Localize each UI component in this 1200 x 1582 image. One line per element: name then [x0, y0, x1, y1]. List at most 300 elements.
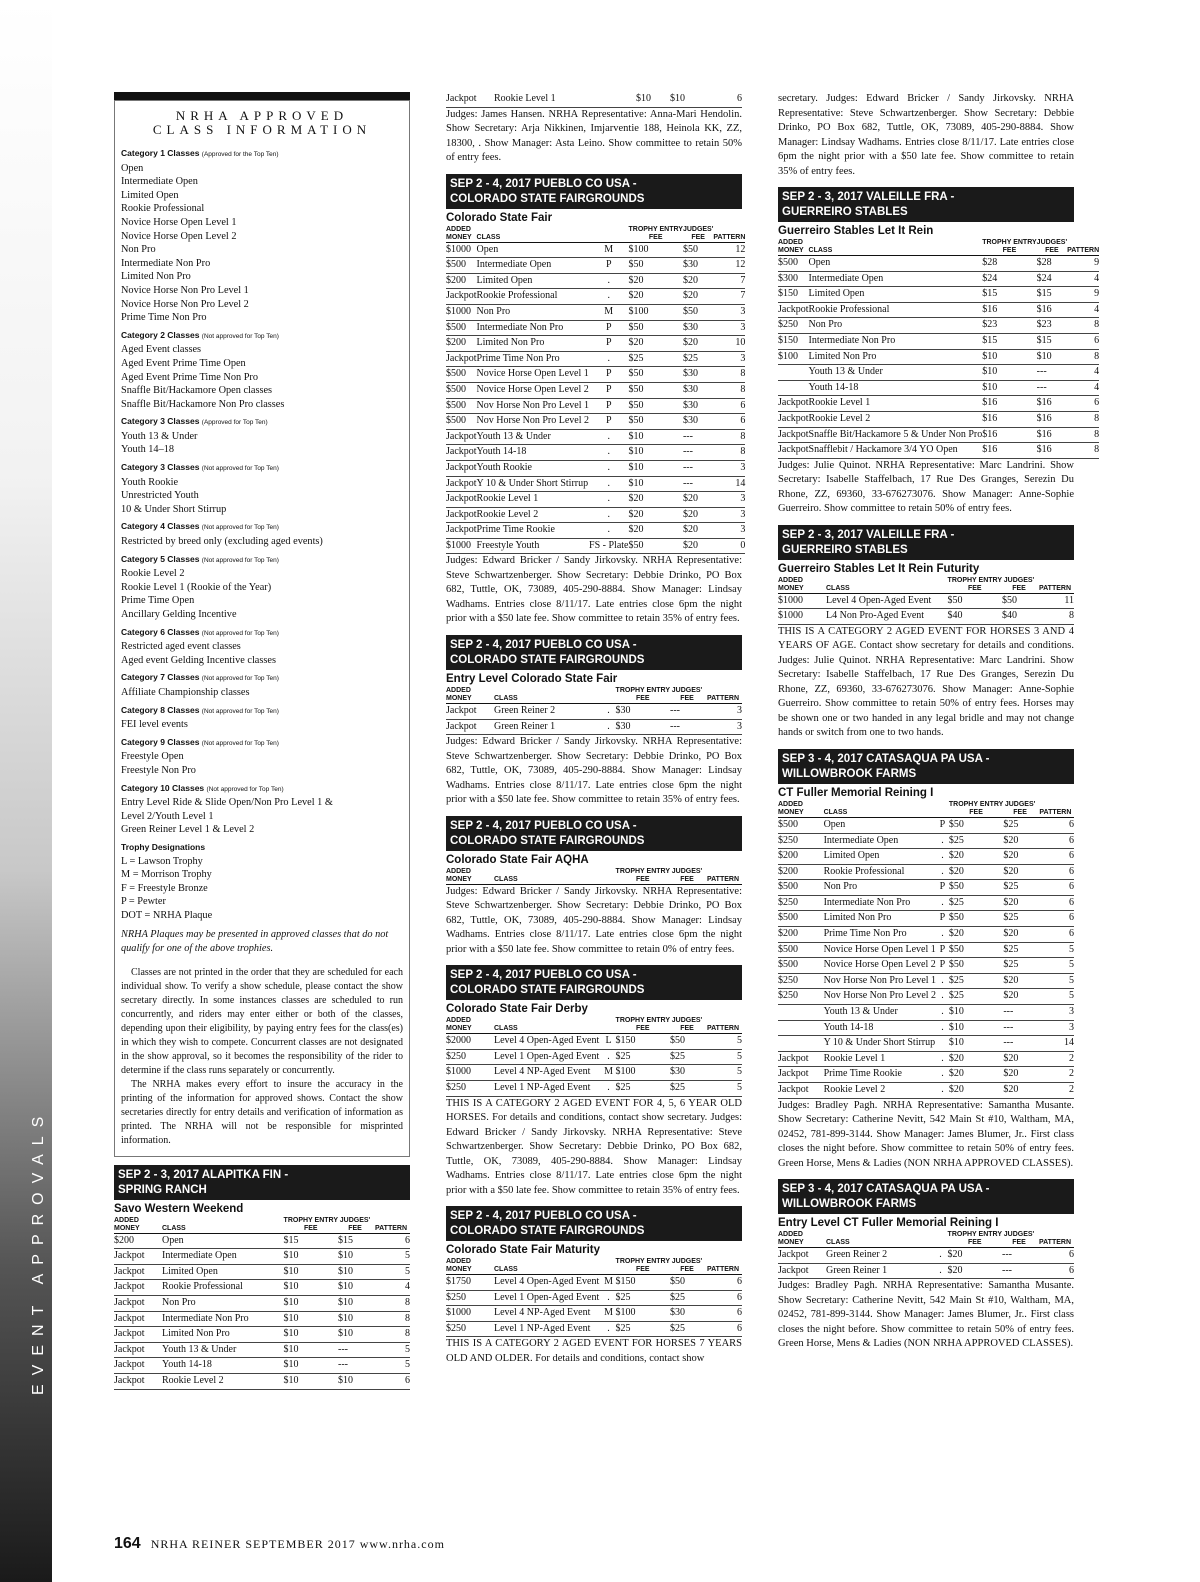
- class-row: [778, 927, 1074, 943]
- pattern: 6: [1067, 396, 1099, 412]
- pattern: 8: [372, 1327, 410, 1343]
- category-title: Category 4 Classes: [121, 521, 202, 532]
- event-notes: Judges: Julie Quinot. NRHA Representative: Marc Landrini. Show Secretary: Isabelle Staffelbach, 17 Rue Des Granges, Serezin Du Rhone, ZZ, 69360, 33-676273076. Show Manager: Anne-Sophie Guerreiro. Show committee to retain 50% of entry fees.: [778, 459, 1074, 515]
- judges-fee: $10: [338, 1374, 372, 1390]
- trophy-code: .: [589, 429, 628, 445]
- added-money: $500: [778, 942, 824, 958]
- col-judges-fee: JUDGES' FEE: [671, 867, 703, 883]
- category-item: Rookie Level 2: [121, 568, 185, 580]
- pattern: 2: [1037, 1067, 1074, 1083]
- category-title: Category 2 Classes: [121, 329, 202, 340]
- pattern: 8: [713, 382, 745, 398]
- class-row: [114, 1280, 410, 1296]
- pattern: 3: [713, 492, 745, 508]
- added-money: Jackpot: [778, 1051, 824, 1067]
- added-money: $500: [446, 398, 477, 414]
- category-heading: [121, 782, 403, 797]
- class-name: Rookie Professional: [477, 289, 589, 305]
- col-entry-fee: TROPHY ENTRY FEE: [948, 800, 1004, 816]
- class-row: [114, 1327, 410, 1343]
- class-row: [778, 302, 1099, 318]
- category-item: P = Pewter: [121, 896, 166, 908]
- judges-fee: $30: [683, 414, 713, 430]
- pattern: 5: [704, 1065, 742, 1081]
- class-row: [446, 336, 745, 352]
- judges-fee: $25: [1003, 880, 1037, 896]
- added-money: $500: [446, 320, 477, 336]
- added-money: $1000: [778, 609, 826, 625]
- category-block: [121, 553, 403, 622]
- col-money: ADDED MONEY: [446, 1017, 472, 1033]
- class-name: Non Pro: [809, 318, 983, 334]
- col-pattern: PATTERN: [374, 1224, 408, 1232]
- pattern: 6: [704, 1321, 742, 1337]
- judges-fee: $30: [683, 382, 713, 398]
- event-header: [446, 635, 742, 670]
- class-row: [778, 864, 1074, 880]
- event-header: [778, 525, 1074, 560]
- entry-fee: $25: [949, 895, 1003, 911]
- entry-fee: $20: [949, 849, 1003, 865]
- class-name: Open: [824, 817, 936, 833]
- col-entry-fee: TROPHY ENTRY FEE: [615, 1258, 670, 1274]
- class-row: [446, 367, 745, 383]
- judges-fee: $20: [1003, 864, 1037, 880]
- class-row: [778, 365, 1099, 381]
- pattern: 8: [372, 1296, 410, 1312]
- added-money: $200: [446, 273, 477, 289]
- trophy-code: [270, 1296, 284, 1312]
- class-name: Intermediate Non Pro: [477, 320, 589, 336]
- trophy-code: .: [934, 1248, 948, 1264]
- event-header: [446, 816, 742, 851]
- class-row: [778, 833, 1074, 849]
- pattern: 5: [704, 1034, 742, 1050]
- pattern: 3: [713, 460, 745, 476]
- class-table: [778, 577, 1074, 625]
- top-rule: [114, 92, 410, 100]
- category-item: Rookie Level 1 (Rookie of the Year): [121, 581, 272, 593]
- entry-fee: $16: [982, 443, 1036, 459]
- judges-fee: $25: [670, 1080, 704, 1096]
- column-2: [446, 92, 746, 1366]
- category-note: (Not approved for Top Ten): [201, 332, 279, 340]
- category-note: (Not approved for Top Ten): [201, 707, 279, 715]
- pattern: 6: [704, 1275, 742, 1291]
- judges-fee: $25: [1003, 958, 1037, 974]
- col-money: ADDED MONEY: [778, 1231, 804, 1247]
- category-item: Prime Time Open: [121, 595, 195, 607]
- pattern: 6: [1036, 1263, 1074, 1279]
- class-row: [778, 256, 1099, 272]
- class-name: Prime Time Rookie: [477, 523, 589, 539]
- event-header-line-2: WILLOWBROOK FARMS: [782, 767, 917, 780]
- trophy-code: .: [589, 445, 628, 461]
- pattern: 14: [713, 476, 745, 492]
- pattern: 3: [704, 719, 742, 735]
- class-row: [114, 1249, 410, 1265]
- entry-fee: $30: [616, 703, 670, 719]
- judges-fee: $20: [683, 492, 713, 508]
- class-row: [446, 507, 745, 523]
- category-block: [121, 461, 403, 516]
- entry-fee: $20: [628, 523, 682, 539]
- judges-fee: $20: [683, 507, 713, 523]
- trophy-code: [270, 1233, 284, 1249]
- judges-fee: ---: [1003, 1005, 1037, 1021]
- category-item: Aged Event Prime Time Open: [121, 357, 246, 369]
- class-row: [446, 703, 742, 719]
- show-name: Savo Western Weekend: [114, 1202, 244, 1215]
- event-header-line-2: SPRING RANCH: [118, 1183, 207, 1196]
- category-item: Intermediate Open: [121, 176, 198, 188]
- col-judges-fee: JUDGES' FEE: [339, 1216, 371, 1232]
- class-name: Rookie Level 1: [494, 92, 622, 107]
- trophy-code: .: [589, 476, 628, 492]
- pattern: 6: [704, 1290, 742, 1306]
- show-name: Guerreiro Stables Let It Rein Futurity: [778, 562, 980, 575]
- judges-fee: $30: [683, 367, 713, 383]
- added-money: $150: [778, 287, 809, 303]
- event-notes: Judges: James Hansen. NRHA Representative: Anna-Mari Hendolin. Show Secretary: Arja Nikkinen, Imjarventie 188, Heinola KK, ZZ, 18300, . Show Manager: Asta Leino. Show committee to retain 50% of entry fees.: [446, 108, 742, 164]
- category-item: Affiliate Championship classes: [121, 686, 250, 698]
- event-slot: [446, 174, 746, 627]
- event-header-line-2: COLORADO STATE FAIRGROUNDS: [450, 984, 645, 997]
- col-class: CLASS: [476, 233, 501, 241]
- pattern: 7: [713, 289, 745, 305]
- event-slot: [446, 1206, 742, 1366]
- class-table: [778, 239, 1099, 459]
- event-header-line-1: SEP 2 - 4, 2017 PUEBLO CO USA -: [450, 1210, 637, 1223]
- entry-fee: $150: [616, 1034, 670, 1050]
- event-slot: [778, 92, 1074, 179]
- judges-fee: ---: [683, 445, 713, 461]
- pattern: 5: [1037, 958, 1074, 974]
- class-row: [446, 445, 745, 461]
- class-table: [446, 1017, 742, 1096]
- added-money: Jackpot: [114, 1374, 162, 1390]
- class-name: Rookie Level 2: [824, 1083, 936, 1099]
- judges-fee: $20: [1003, 1067, 1037, 1083]
- class-row: [778, 1083, 1074, 1099]
- col-judges-fee: JUDGES' FEE: [682, 225, 714, 241]
- col-pattern: PATTERN: [706, 1266, 740, 1274]
- col-class: CLASS: [823, 808, 848, 816]
- entry-fee: $40: [948, 609, 1002, 625]
- class-name: Prime Time Non Pro: [477, 351, 589, 367]
- entry-fee: $20: [628, 492, 682, 508]
- col-money: ADDED MONEY: [446, 1258, 472, 1274]
- col-class: CLASS: [494, 1025, 518, 1033]
- class-row: [778, 593, 1074, 609]
- added-money: $200: [778, 849, 824, 865]
- category-block: [121, 520, 403, 548]
- added-money: $1000: [446, 1306, 494, 1322]
- trophy-code: .: [589, 492, 628, 508]
- class-row: [114, 1311, 410, 1327]
- class-row: [778, 973, 1074, 989]
- category-item: Novice Horse Open Level 1: [121, 216, 237, 228]
- category-list: [121, 147, 403, 922]
- entry-fee: $10: [284, 1374, 338, 1390]
- added-money: Jackpot: [778, 427, 809, 443]
- col-judges-fee: JUDGES' FEE: [1036, 239, 1068, 254]
- sidebar-strip: [0, 0, 52, 1582]
- pattern: 8: [713, 367, 745, 383]
- judges-fee: $20: [683, 523, 713, 539]
- judges-fee: ---: [1002, 1248, 1036, 1264]
- judges-fee: ---: [683, 429, 713, 445]
- added-money: Jackpot: [114, 1358, 162, 1374]
- added-money: $500: [778, 911, 824, 927]
- pattern: 4: [1067, 271, 1099, 287]
- class-name: Nov Horse Non Pro Level 2: [824, 989, 936, 1005]
- pattern: 6: [1037, 849, 1074, 865]
- pattern: 3: [1037, 1020, 1074, 1036]
- class-name: Level 1 NP-Aged Event: [494, 1080, 602, 1096]
- judges-fee: $23: [1037, 318, 1067, 334]
- category-item: Ancillary Gelding Incentive: [121, 609, 237, 620]
- added-money: [778, 1036, 824, 1052]
- category-note: (Approved for the Top Ten): [201, 151, 279, 158]
- pattern: 6: [372, 1374, 410, 1390]
- class-name: Snaffle Bit/Hackamore 5 & Under Non Pro: [809, 427, 983, 443]
- judges-fee: $50: [683, 242, 713, 258]
- col-trophy: [602, 868, 616, 885]
- category-item: Snaffle Bit/Hackamore Non Pro classes: [121, 398, 285, 410]
- page-footer: [114, 1535, 445, 1553]
- class-name: Youth 13 & Under: [824, 1005, 936, 1021]
- class-name: Non Pro: [162, 1296, 270, 1312]
- show-name: Entry Level Colorado State Fair: [446, 672, 618, 685]
- entry-fee: $10: [982, 380, 1036, 396]
- event-header-line-2: GUERREIRO STABLES: [782, 206, 908, 218]
- category-item: Freestyle Open: [121, 751, 184, 763]
- pattern: 8: [1067, 318, 1099, 334]
- category-heading: [121, 736, 403, 751]
- show-name: Colorado State Fair Derby: [446, 1003, 588, 1016]
- judges-fee: $10: [338, 1249, 372, 1265]
- class-name: Novice Horse Open Level 2: [477, 382, 589, 398]
- judges-fee: $30: [683, 320, 713, 336]
- pattern: 6: [704, 1306, 742, 1322]
- col-entry-fee: TROPHY ENTRY FEE: [982, 239, 1037, 254]
- judges-fee: $30: [670, 1306, 704, 1322]
- col-money: ADDED MONEY: [446, 867, 472, 883]
- trophy-code: P: [589, 398, 628, 414]
- entry-fee: $10: [636, 92, 670, 107]
- judges-fee: $15: [338, 1233, 372, 1249]
- category-title: Category 8 Classes: [121, 704, 202, 715]
- judges-fee: $15: [1037, 333, 1067, 349]
- trophy-code: P: [936, 958, 949, 974]
- class-row: [446, 460, 745, 476]
- added-money: $500: [446, 258, 477, 274]
- entry-fee: $16: [982, 302, 1036, 318]
- judges-fee: $28: [1037, 256, 1067, 272]
- entry-fee: $25: [616, 1049, 670, 1065]
- judges-fee: $30: [683, 258, 713, 274]
- trophy-code: .: [602, 703, 616, 719]
- pattern: 3: [704, 703, 742, 719]
- class-row: [446, 1321, 742, 1337]
- event-header-line-2: COLORADO STATE FAIRGROUNDS: [450, 653, 645, 666]
- added-money: $300: [778, 271, 809, 287]
- entry-fee: $50: [628, 538, 682, 554]
- trophy-code: M: [602, 1275, 616, 1291]
- class-name: Limited Non Pro: [477, 336, 589, 352]
- class-row: [778, 333, 1099, 349]
- added-money: Jackpot: [446, 492, 477, 508]
- added-money: Jackpot: [446, 460, 477, 476]
- event-header: [114, 1165, 410, 1200]
- category-title: Category 6 Classes: [121, 626, 202, 637]
- category-item: Green Reiner Level 1 & Level 2: [121, 824, 255, 836]
- class-name: Nov Horse Non Pro Level 2: [477, 414, 589, 430]
- trophy-code: .: [589, 460, 628, 476]
- col-entry-fee: TROPHY ENTRY FEE: [947, 576, 1002, 592]
- event-slot: [446, 965, 742, 1198]
- pattern: 5: [704, 1080, 742, 1096]
- class-row: [446, 414, 745, 430]
- added-money: [778, 1005, 824, 1021]
- class-name: Limited Open: [809, 287, 983, 303]
- class-name: Nov Horse Non Pro Level 1: [477, 398, 589, 414]
- trophy-code: M: [602, 1306, 616, 1322]
- event-header: [446, 1206, 742, 1241]
- category-block: [121, 736, 403, 778]
- pattern: 3: [1037, 1005, 1074, 1021]
- trophy-code: .: [602, 1290, 616, 1306]
- pattern: 6: [704, 92, 742, 107]
- entry-fee: $100: [628, 242, 682, 258]
- class-name: Freestyle Youth: [477, 538, 589, 554]
- trophy-code: .: [589, 507, 628, 523]
- class-row: [778, 396, 1099, 412]
- trophy-code: .: [602, 1321, 616, 1337]
- entry-fee: $10: [628, 476, 682, 492]
- added-money: $500: [778, 256, 809, 272]
- show-name: Colorado State Fair Maturity: [446, 1244, 600, 1257]
- entry-fee: $20: [948, 1248, 1002, 1264]
- class-name: Intermediate Open: [809, 271, 983, 287]
- class-name: Green Reiner 1: [826, 1263, 934, 1279]
- category-title: Category 3 Classes: [121, 462, 202, 473]
- added-money: $500: [778, 817, 824, 833]
- added-money: $150: [778, 333, 809, 349]
- added-money: $250: [446, 1321, 494, 1337]
- class-name: Rookie Level 2: [809, 411, 983, 427]
- event-slot: [778, 187, 1100, 517]
- class-name: Prime Time Rookie: [824, 1067, 936, 1083]
- category-block: [121, 841, 403, 923]
- col-trophy: [934, 577, 948, 594]
- event-notes: THIS IS A CATEGORY 2 AGED EVENT FOR HORSES 3 AND 4 YEARS OF AGE. Contact show secretary for details and conditions. Judges: Julie Quinot. NRHA Representative: Marc Landrini. Show Secretary: Isabelle Staffelbach, 17 Rue Des Granges, Serezin Du Rhone, ZZ, 69360, 33-676273076. Show Manager: Anne-Sophie Guerreiro. Show committee to retain 50% of entry fees. Horses may be shown one or two handed in any legal bridle and may not change hands or switch from one to two hands.: [778, 625, 1074, 739]
- entry-fee: $50: [948, 593, 1002, 609]
- class-name: Level 4 NP-Aged Event: [494, 1306, 602, 1322]
- added-money: $200: [114, 1233, 162, 1249]
- added-money: Jackpot: [446, 92, 494, 107]
- class-row: [778, 1067, 1074, 1083]
- class-row: [446, 538, 745, 554]
- entry-fee: $15: [982, 287, 1036, 303]
- class-row: [446, 1306, 742, 1322]
- category-item: Intermediate Non Pro: [121, 257, 211, 269]
- judges-fee: ---: [1003, 1020, 1037, 1036]
- category-item: DOT = NRHA Plaque: [121, 909, 213, 921]
- class-name: Limited Non Pro: [809, 349, 983, 365]
- class-row: [446, 523, 745, 539]
- trophy-code: .: [936, 895, 949, 911]
- judges-fee: $20: [1003, 989, 1037, 1005]
- entry-fee: $10: [982, 365, 1036, 381]
- col-pattern: PATTERN: [706, 875, 740, 883]
- col-entry-fee: TROPHY ENTRY FEE: [615, 1017, 670, 1033]
- category-title: Category 5 Classes: [121, 553, 202, 564]
- entry-fee: $150: [616, 1275, 670, 1291]
- class-table: [114, 1217, 410, 1390]
- class-table: [778, 1231, 1074, 1279]
- added-money: Jackpot: [114, 1327, 162, 1343]
- class-row: [778, 958, 1074, 974]
- entry-fee: $25: [628, 351, 682, 367]
- added-money: Jackpot: [778, 411, 809, 427]
- category-item: 10 & Under Short Stirrup: [121, 503, 227, 515]
- category-title: Category 3 Classes: [121, 416, 202, 427]
- class-name: Rookie Professional: [162, 1280, 270, 1296]
- added-money: $200: [778, 864, 824, 880]
- class-name: Novice Horse Open Level 2: [824, 958, 936, 974]
- trophy-code: .: [936, 973, 949, 989]
- event-slot: [778, 525, 1074, 741]
- category-item: Novice Horse Open Level 2: [121, 230, 237, 242]
- entry-fee: $10: [628, 429, 682, 445]
- class-row: [778, 1248, 1074, 1264]
- trophy-code: .: [934, 1263, 948, 1279]
- class-name: Youth 14-18: [477, 445, 589, 461]
- class-row: [778, 942, 1074, 958]
- category-heading: [121, 704, 403, 719]
- col-entry-fee: TROPHY ENTRY FEE: [283, 1216, 338, 1232]
- event-header-line-1: SEP 2 - 4, 2017 PUEBLO CO USA -: [450, 819, 637, 832]
- trophy-code: P: [936, 911, 949, 927]
- judges-fee: $20: [683, 273, 713, 289]
- judges-fee: $50: [683, 304, 713, 320]
- event-header-line-2: GUERREIRO STABLES: [782, 543, 908, 556]
- class-row: [778, 911, 1074, 927]
- class-row: [778, 349, 1099, 365]
- added-money: Jackpot: [778, 1248, 826, 1264]
- entry-fee: $24: [982, 271, 1036, 287]
- entry-fee: $50: [628, 414, 682, 430]
- event-notes: Judges: Edward Bricker / Sandy Jirkovsky. NRHA Representative: Steve Schwartzenberger. Show Secretary: Debbie Drinko, PO Box 682, Tuttle, OK, 73089, 405-290-8884. Show Manager: Lindsay Wadhams. Entries close 8/11/17. Late entries close 6pm the night prior with a $50 late fee. Show committee to retain 35% of entry fees.: [446, 736, 742, 806]
- judges-fee: ---: [338, 1358, 372, 1374]
- added-money: Jackpot: [114, 1280, 162, 1296]
- trophy-code: .: [589, 289, 628, 305]
- class-name: Level 4 NP-Aged Event: [494, 1065, 602, 1081]
- category-item: Limited Non Pro: [121, 271, 191, 283]
- entry-fee: $10: [284, 1311, 338, 1327]
- pattern: 8: [1067, 349, 1099, 365]
- trophy-code: [934, 593, 948, 609]
- trophy-code: P: [589, 414, 628, 430]
- col-entry-fee: TROPHY ENTRY FEE: [628, 225, 683, 241]
- judges-fee: $25: [683, 351, 713, 367]
- col-trophy: [936, 801, 949, 818]
- entry-fee: $10: [284, 1358, 338, 1374]
- event-notes: Judges: Bradley Pagh. NRHA Representative: Samantha Musante. Show Secretary: Catherine Nevitt, 542 Main St #10, Waltham, MA, 02452, 781-899-3144. Show Manager: James Blumer, Jr.. First class closes the night before. Show committee to retain 50% of entry fees. Green Horse, Mens & Ladies (NON NRHA APPROVED CLASSES).: [778, 1099, 1074, 1169]
- event-header-line-1: SEP 2 - 4, 2017 PUEBLO CO USA -: [450, 638, 637, 651]
